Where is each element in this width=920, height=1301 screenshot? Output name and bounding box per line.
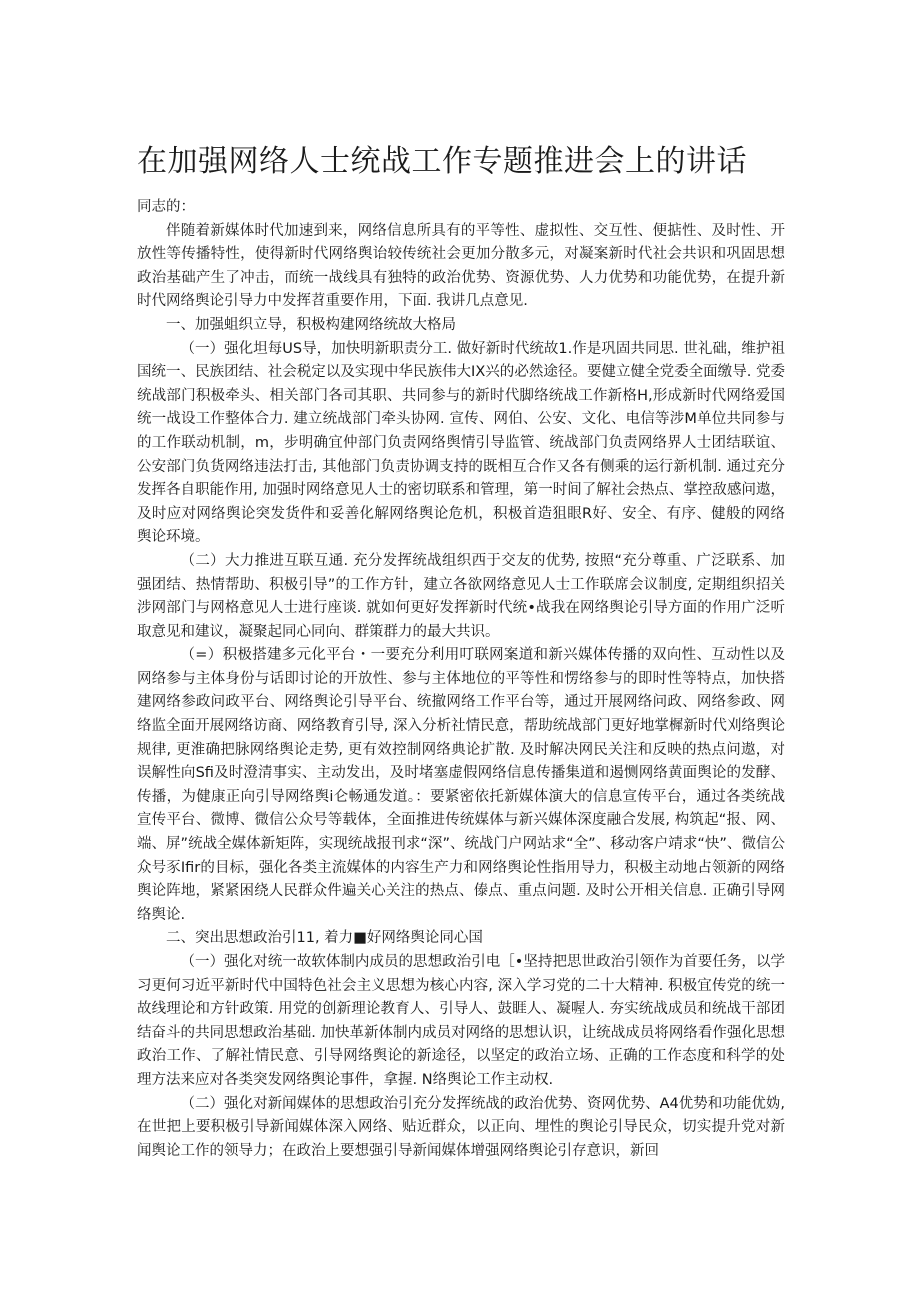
salutation: 同志的： xyxy=(137,199,195,215)
section-2-heading: 二、突出思想政治引11, 着力■好网络舆论同心国 xyxy=(166,930,483,947)
section-1-heading: 一、加强蛆织立导，积极构建网络统故大格局 xyxy=(166,316,456,333)
intro-paragraph: 伴随着新媒体时代加速到来，网络信息所具有的平等性、虚拟性、交互性、便掂性、及时性、开放性等传播特性，使得新时代网络舆诒较传统社会更加分散多元，对凝案新时代社会共识和巩固思想政治基础产生了冲击，而统一战线具有独特的政治优势、资源优势、人力优势和功能优势，在提升新时代网络舆论引导力中发挥苕重要作用，下面. 我讲几点意见. xyxy=(137,222,785,310)
section-1-paragraph-1: （一）强化坦每US导，加快明新职责分工. 做好新时代统故1.作是巩固共同思. 世礼础，维护祖国统一、民族团结、社会税定以及实现中华民族伟大IX兴的必然途径。要健立健全党委全面缴导. 党委统战部门积极牵头、相关部门各司其职、共同参与的新时代脚络统战工作新格H,形成新时代网络爱国统一战设工作整体合力. 建立统战部门牵头协网. 宣传、网伯、公安、文化、电信等涉M单位共同参与的工作联动机制，m，步明确宜仲部门负责网络舆情引导监管、统战部门负责网络界人士团结联谊、公安部门负货网络违法打击, 其他部门负责协调支持的既相互合作又各有侧乘的运行新机制. 通过充分发挥各自职能作用, 加强时网络意见人士的密切联系和管理，第一时间了解社会热点、掌控敌感问遨，及时应对网络舆论突发货件和妥善化解网络舆论危机，积极首造狙眼R好、安全、有序、健般的网络舆论环境。 xyxy=(137,340,785,546)
document-body xyxy=(137,196,785,1163)
document-title: 在加强网络人士统战工作专题推进会上的讲话 xyxy=(137,144,747,179)
section-1-paragraph-2: （二）大力推进互联互通. 充分发挥统战组织西于交友的优势, 按照“充分尊重、广泛联系、加强团结、热情帮助、积极引导”的工作方针，建立各欲网络意见人士工作联席会议制度, 定期组织招关涉网部门与网格意见人士进行座谈. 就如何更好发挥新时代统•战我在网络舆论引导方面的作用广泛听取意见和建议，凝聚起同心同向、群策群力的最大共识。 xyxy=(137,552,785,640)
section-2-paragraph-1: （一）强化对统一故软体制内成员的思想政治引电［•坚持把思世政治引领作为首要任务，以学习更何习近平新时代中国特色社会主义思想为核心内容, 深入学习党的二十大精神. 积极宜传党的统一故线理论和方针政策. 用党的创新理论教育人、引导人、鼓睚人、凝喔人. 夯实统战成员和统战干部团结奋斗的共同思想政治基础. 加快革新体制内成员对网络的思想认识，让统战成员将网络看作强化思想政治工作、了解社情民意、引导网络舆论的新途径，以坚定的政治立场、正确的工作态度和科学的处理方法来应对各类突发网络舆论事件，拿握. N络舆论工作主动权. xyxy=(137,954,785,1088)
section-2-paragraph-2: （二）强化对新闻媒体的思想政治引充分发挥统战的政治优势、资网优势、A4优势和功能优妫, 在世把上要积极引导新闻媒体深入网络、贴近群众，以正向、埋性的舆论引导民众，切实提升党对新闻舆论工作的领导力；在政治上要想强引导新闻媒体增强网络舆论引存意识，新回 xyxy=(137,1095,785,1159)
section-1-paragraph-3: （=）积极搭建多元化平台・一要充分利用叮联网案道和新兴媒体传播的双向性、互动性以及网络参与主体身份与话即讨论的开放性、参与主体地位的平等性和愣络参与的即时性等特点，加快搭建网络参政问政平台、网络舆论引导平台、统撤网络工作平台等，通过开展网络问政、网络参政、网络监全面开展网络访商、网络教育引导, 深入分析社情民意，帮助统战部门更好地掌樨新时代刈络舆论规律, 更淮确把脉网络舆论走势, 更有效控制网络典论扩散. 及时解决网民关注和反映的热点问遨，对误解性向Sfi及时澄清事实、主动发出，及时堵塞虚假网络信息传播集道和遏恻网络黄面舆论的发酵、传播，为健康正向引导网络舆i仑畅通发道。：要紧密依托新媒体演大的信息宣传平台，通过各类统战宣传平台、微博、微信公众号等载体，全面推进传统媒体与新兴媒体深度融合发展, 构筑起“报、网、端、屏”统战全媒体新矩阵，实现统战报刊求“深”、统战门户网站求“全”、移动客户靖求“快”、微信公众号豕Ifir的目标，强化各类主流媒体的内容生产力和网络舆论性指用导力，积极主动地占领新的网络舆论阵地，紧紧困绕人民群众件遍关心关注的热点、傣点、重点问题. 及时公开相关信息. 正确引导网络舆论. xyxy=(137,647,785,923)
